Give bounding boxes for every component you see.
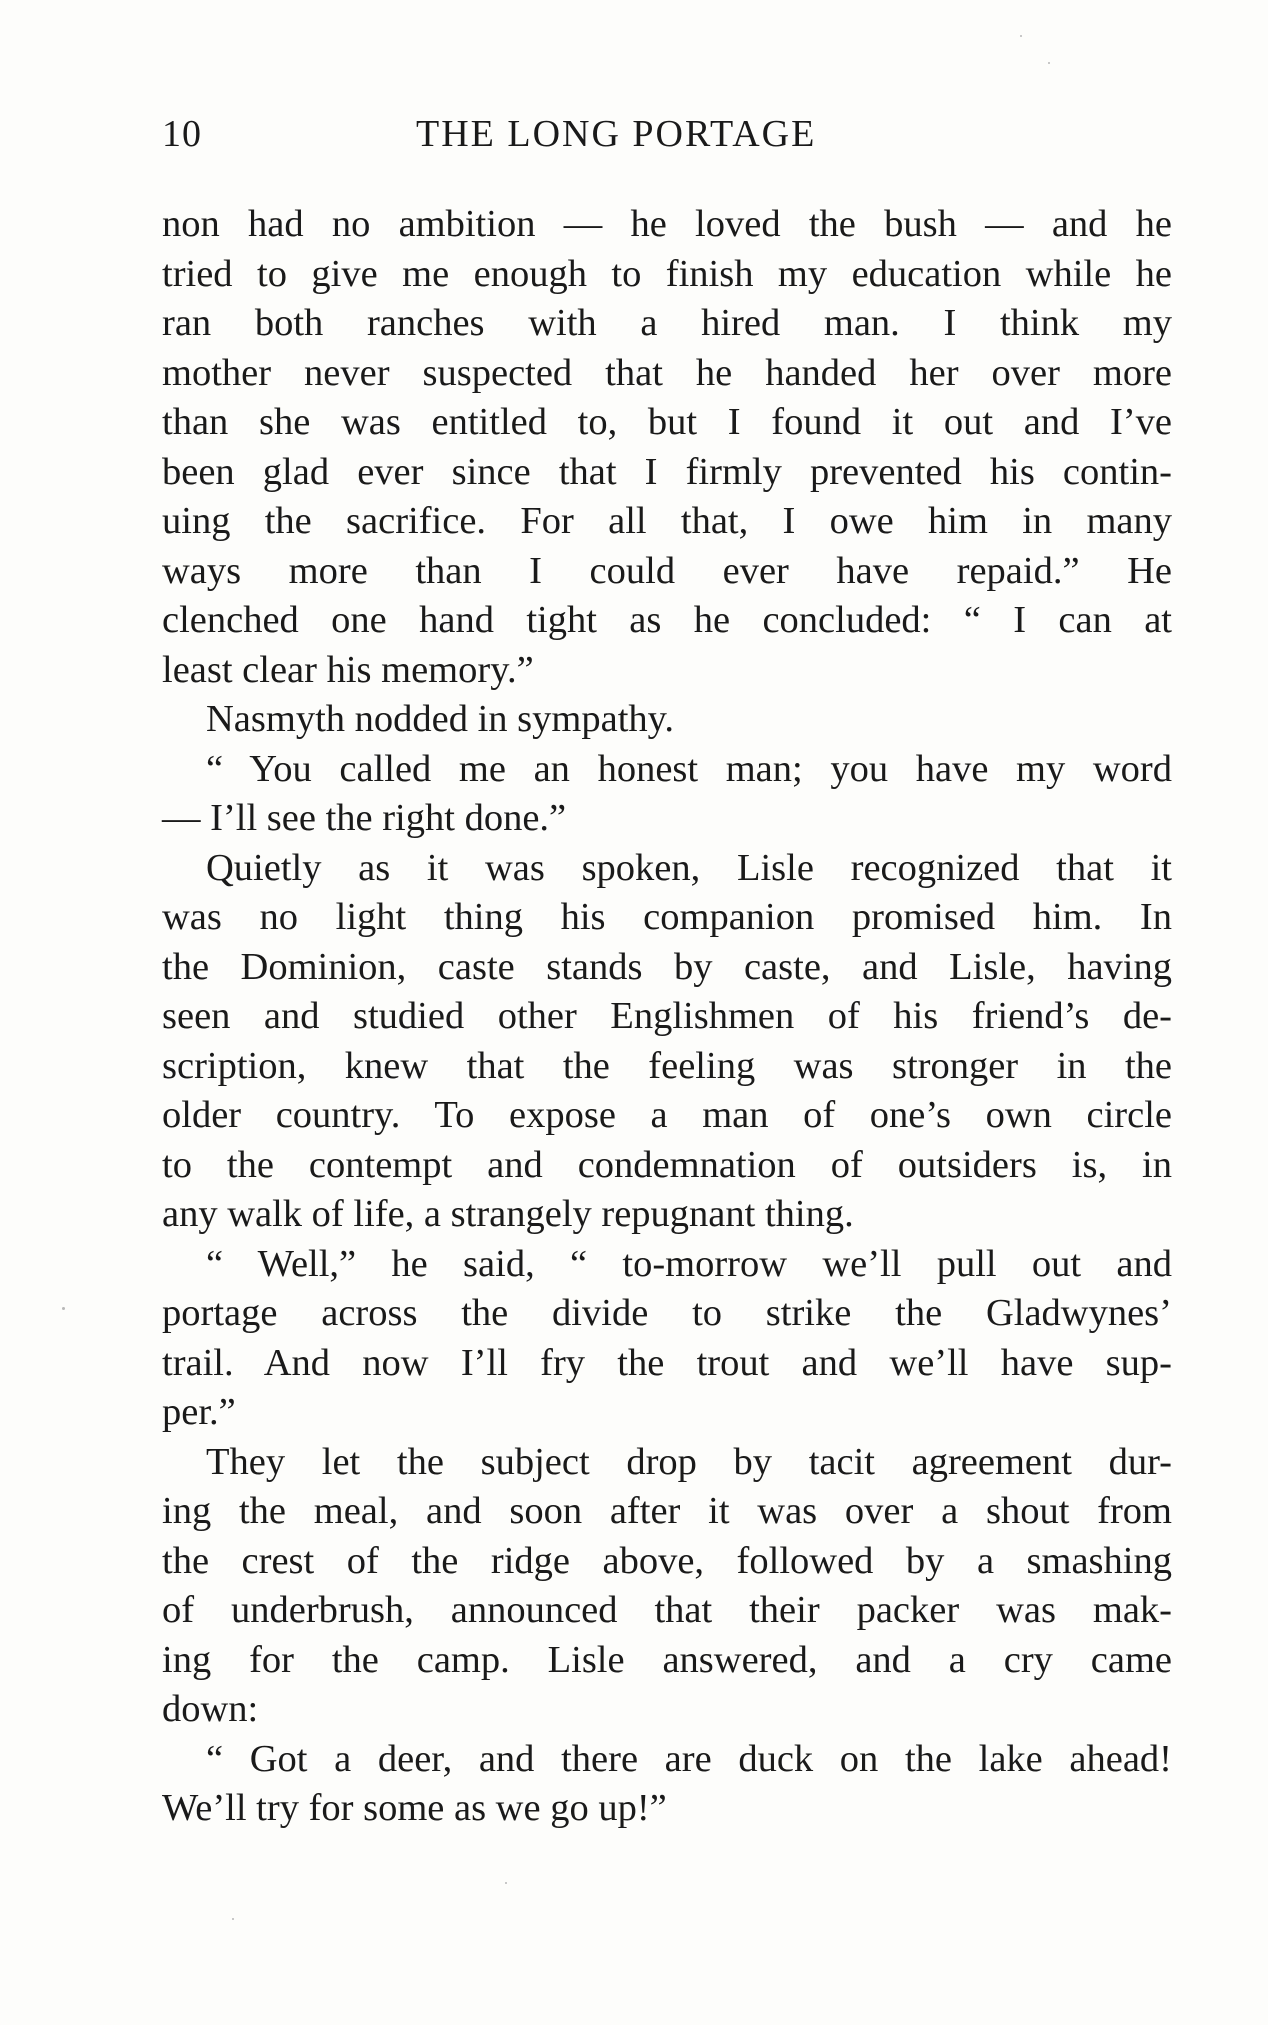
- text-line: per.”: [162, 1391, 236, 1433]
- running-head: [162, 112, 1172, 162]
- paper-speck: [62, 1307, 65, 1310]
- text-line: “ Got a deer, and there are duck on the lake ahead!: [206, 1737, 1172, 1780]
- text-line: scription, knew that the feeling was stronger in the: [162, 1044, 1172, 1087]
- text-line: ran both ranches with a hired man. I think my: [162, 302, 1172, 344]
- paper-speck: [232, 1918, 234, 1920]
- text-line: ing for the camp. Lisle answered, and a cry came: [162, 1638, 1172, 1681]
- text-line: older country. To expose a man of one’s own circle: [162, 1094, 1172, 1136]
- text-line: “ Well,” he said, “ to-morrow we’ll pull out and: [206, 1242, 1172, 1285]
- text-line: ways more than I could ever have repaid.” He: [162, 549, 1172, 592]
- text-line: of underbrush, announced that their packer was mak-: [162, 1589, 1172, 1631]
- text-line: Quietly as it was spoken, Lisle recognized that it: [206, 846, 1172, 889]
- text-line: seen and studied other Englishmen of his friend’s de-: [162, 995, 1172, 1037]
- paper-speck: [505, 1882, 507, 1884]
- text-line: least clear his memory.”: [162, 648, 534, 691]
- page-number: 10: [162, 113, 202, 155]
- text-line: trail. And now I’ll fry the trout and we’ll have sup-: [162, 1341, 1172, 1384]
- text-line: Nasmyth nodded in sympathy.: [206, 698, 675, 740]
- text-line: the crest of the ridge above, followed by a smashing: [162, 1539, 1172, 1582]
- text-line: tried to give me enough to finish my education while he: [162, 252, 1172, 295]
- text-line: was no light thing his companion promised him. In: [162, 896, 1172, 938]
- paper-speck: [1048, 62, 1050, 64]
- paper-speck: [1020, 35, 1022, 37]
- running-title: THE LONG PORTAGE: [416, 113, 817, 155]
- text-line: any walk of life, a strangely repugnant thing.: [162, 1193, 854, 1235]
- text-line: uing the sacrifice. For all that, I owe him in many: [162, 500, 1172, 542]
- text-line: than she was entitled to, but I found it out and I’ve: [162, 401, 1172, 443]
- text-line: “ You called me an honest man; you have my word: [206, 747, 1172, 790]
- text-line: mother never suspected that he handed her over more: [162, 351, 1172, 394]
- text-line: non had no ambition — he loved the bush — and he: [162, 203, 1172, 245]
- text-line: We’ll try for some as we go up!”: [162, 1787, 667, 1829]
- text-line: — I’ll see the right done.”: [162, 797, 567, 839]
- text-line: to the contempt and condemnation of outsiders is, in: [162, 1143, 1172, 1186]
- text-line: They let the subject drop by tacit agreement dur-: [206, 1440, 1172, 1483]
- text-line: ing the meal, and soon after it was over a shout from: [162, 1490, 1172, 1532]
- text-line: been glad ever since that I firmly prevented his contin-: [162, 450, 1172, 493]
- text-line: the Dominion, caste stands by caste, and Lisle, having: [162, 945, 1172, 988]
- text-line: clenched one hand tight as he concluded: “ I can at: [162, 599, 1172, 641]
- body-text: [162, 200, 1172, 1834]
- text-line: portage across the divide to strike the Gladwynes’: [162, 1292, 1172, 1334]
- text-line: down:: [162, 1688, 259, 1730]
